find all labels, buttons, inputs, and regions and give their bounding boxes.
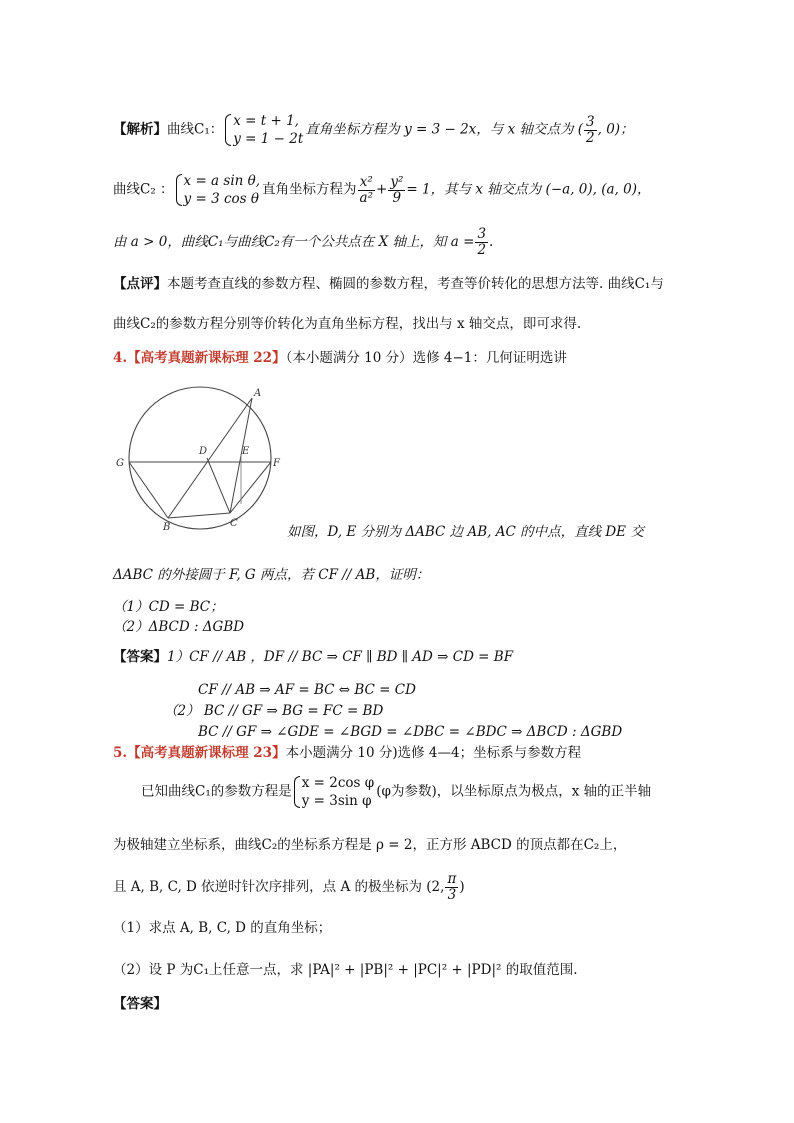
param-system-c1-q5: x = 2cos φ y = 3sin φ bbox=[294, 774, 374, 810]
analysis-line-3: 由 a > 0，曲线C₁与曲线C₂有一个公共点在 X 轴上，知 a = $\frac{3}{2}$ . bbox=[113, 226, 494, 258]
question-5-tag: 【高考真题新课标理 23】 bbox=[127, 745, 286, 761]
analysis-tag: 【解析】 bbox=[113, 121, 167, 138]
fraction: $\frac{3}{2}$ bbox=[586, 113, 595, 146]
answer-tag: 【答案】 bbox=[113, 649, 167, 665]
question-4-text-2: ΔABC 的外接圆于 F, G 两点，若 CF // AB，证明： bbox=[113, 567, 430, 583]
fraction: $\frac{\text{y²}}{9}$ bbox=[390, 173, 404, 206]
line-BC bbox=[168, 513, 230, 518]
label-A: A bbox=[254, 388, 262, 399]
question-5-line-2: 为极轴建立坐标系，曲线C₂的坐标系方程是 ρ = 2，正方形 ABCD 的顶点都在C₂上， bbox=[113, 837, 627, 853]
analysis-line-2: 曲线C₂ ： x = a sin θ, y = 3 cos θ 直角坐标方程为 $\frac{\text{x²}}{\text{a²}}$ + $\frac{\text{y²}}{9}$ = 1，其与 x 轴交点为 (−a, 0), (a, 0)， bbox=[113, 173, 651, 207]
fraction: $\frac{\text{x²}}{\text{a²}}$ bbox=[359, 173, 374, 206]
question-4-item-1: （1）CD = BC； bbox=[113, 599, 224, 615]
comment-line-1: 【点评】本题考查直线的参数方程、椭圆的参数方程，考查等价转化的思想方法等. 曲线C₁与 bbox=[113, 276, 664, 292]
label-G: G bbox=[116, 458, 124, 469]
label-D: D bbox=[199, 446, 208, 457]
question-4-tag: 【高考真题新课标理 22】 bbox=[127, 350, 286, 366]
answer-4-line-4: BC // GF ⇒ ∠GDE = ∠BGD = ∠DBC = ∠BDC ⇒ ΔBCD : ΔGBD bbox=[198, 724, 623, 740]
line-AB bbox=[168, 398, 252, 518]
question-5-item-2: （2）设 P 为C₁上任意一点，求 |PA|² + |PB|² + |PC|² + |PD|² 的取值范围. bbox=[113, 962, 578, 978]
question-5-item-1: （1）求点 A, B, C, D 的直角坐标； bbox=[113, 920, 332, 936]
question-4-header: 4.【高考真题新课标理 22】（本小题满分 10 分）选修 4−1：几何证明选讲 bbox=[113, 350, 567, 366]
comment-line-2: 曲线C₂的参数方程分别等价转化为直角坐标方程，找出与 x 轴交点，即可求得. bbox=[113, 316, 582, 332]
param-system-c2: x = a sin θ, y = 3 cos θ bbox=[176, 172, 261, 208]
label-B: B bbox=[163, 522, 171, 533]
label-E: E bbox=[242, 446, 250, 457]
analysis-line-1: 【解析】曲线C₁： x = t + 1, y = 1 − 2t 直角坐标方程为 y = 3 − 2x，与 x 轴交点为 ( $\frac{3}{2}$ , 0)； bbox=[113, 113, 634, 147]
fraction: $\frac{\pi}{3}$ bbox=[447, 871, 457, 903]
answer-4-line-2: CF // AB ⇒ AF = BC ⇔ BC = CD bbox=[198, 682, 416, 698]
comment-tag: 【点评】 bbox=[113, 276, 167, 292]
question-4-item-2: （2）ΔBCD : ΔGBD bbox=[113, 619, 245, 635]
label-C: C bbox=[230, 518, 238, 529]
line-GB bbox=[129, 462, 168, 518]
label-F: F bbox=[273, 458, 280, 469]
question-5-line-3: 且 A, B, C, D 依逆时针次序排列，点 A 的极坐标为 (2, $\frac{\pi}{3}$ ) bbox=[113, 871, 465, 903]
answer-5-tag: 【答案】 bbox=[113, 996, 167, 1012]
line-DC bbox=[207, 458, 230, 513]
fraction: $\frac{3}{2}$ bbox=[477, 226, 487, 258]
question-5-header: 5.【高考真题新课标理 23】本小题满分 10 分)选修 4—4；坐标系与参数方程 bbox=[113, 745, 582, 761]
geometry-figure bbox=[113, 378, 285, 538]
question-4-text-1: 如图，D, E 分别为 ΔABC 边 AB, AC 的中点，直线 DE 交 bbox=[287, 524, 644, 540]
param-system-c1: x = t + 1, y = 1 − 2t bbox=[225, 112, 303, 148]
question-5-line-1: 已知曲线C₁的参数方程是 x = 2cos φ y = 3sin φ (φ为参数)，以坐标原点为极点，x 轴的正半轴 bbox=[141, 775, 652, 809]
answer-4-line-3: （2） BC // GF ⇒ BG = FC = BD bbox=[164, 703, 384, 719]
answer-4-line-1: 【答案】1）CF // AB ，DF // BC ⇒ CF ∥ BD ∥ AD ⇒ CD = BF bbox=[113, 649, 514, 665]
